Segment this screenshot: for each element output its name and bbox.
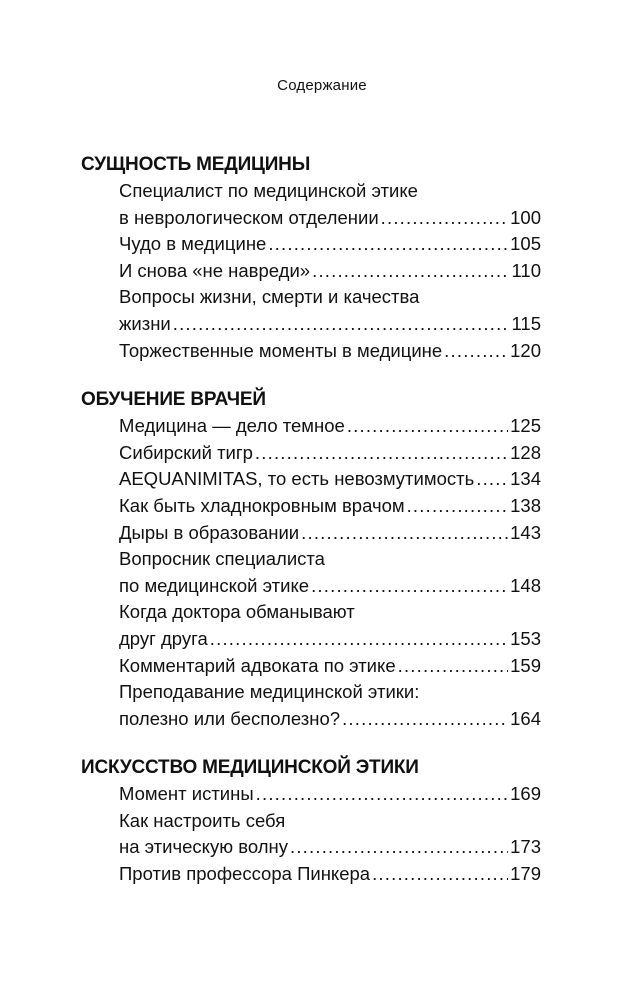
entry-title-line: Преподавание медицинской этики:: [119, 681, 420, 703]
entry-title-line: Торжественные моменты в медицине: [119, 339, 443, 361]
toc-entry: [119, 284, 541, 337]
entry-title-line: Специалист по медицинской этике: [119, 180, 418, 201]
entry-title-line: Вопросы жизни, смерти и качества: [119, 286, 420, 308]
toc-entry: [119, 861, 541, 888]
section-title: ИСКУССТВО МЕДИЦИНСКОЙ ЭТИКИ: [81, 757, 419, 779]
entry-final-line: [119, 861, 541, 888]
entry-final-line: [119, 205, 541, 232]
dot-leader: [347, 413, 508, 440]
section-title: ОБУЧЕНИЕ ВРАЧЕЙ: [81, 389, 266, 411]
page-number: 164: [510, 707, 541, 729]
table-of-contents: [81, 151, 541, 888]
section-entries: [81, 178, 541, 364]
entry-title-line: жизни: [119, 312, 171, 334]
entry-final-line: [119, 706, 541, 733]
page-number: 115: [511, 312, 541, 334]
page-number: 159: [510, 654, 541, 676]
toc-entry: [119, 440, 541, 467]
dot-leader: [255, 440, 508, 467]
entry-final-line: [119, 466, 541, 493]
entry-title-line: AEQUANIMITAS, то есть невозмутимость: [119, 468, 475, 490]
dot-leader: [256, 781, 508, 808]
toc-section: [81, 754, 541, 887]
entry-title-line: Медицина — дело темное: [119, 415, 345, 437]
entry-title-line: И снова «не навреди»: [119, 259, 311, 281]
page-number: 120: [510, 339, 541, 361]
toc-entry: [119, 338, 541, 365]
toc-entry: [119, 781, 541, 808]
entry-title-line: друг друга: [119, 627, 208, 649]
entry-final-line: [119, 781, 541, 808]
page-number: 143: [510, 521, 541, 543]
toc-entry: [119, 599, 541, 652]
entry-final-line: [119, 413, 541, 440]
entry-title-line: Вопросник специалиста: [119, 548, 325, 570]
toc-entry: [119, 520, 541, 547]
toc-entry: [119, 413, 541, 440]
page-number: 173: [510, 836, 541, 858]
toc-entry: [119, 546, 541, 599]
entry-final-line: [119, 311, 541, 338]
section-title: СУЩНОСТЬ МЕДИЦИНЫ: [81, 154, 311, 175]
page-number: 100: [510, 206, 541, 228]
entry-final-line: [119, 440, 541, 467]
entry-final-line: [119, 834, 541, 861]
page-number: 153: [510, 627, 541, 649]
entry-title-line: Чудо в медицине: [119, 233, 267, 255]
entry-title-line: Момент истины: [119, 783, 254, 805]
entry-title-line: по медицинской этике: [119, 574, 310, 596]
dot-leader: [381, 205, 508, 232]
entry-title-line: Дыры в образовании: [119, 521, 300, 543]
dot-leader: [444, 338, 508, 365]
entry-title-line: Как быть хладнокровным врачом: [119, 494, 405, 516]
toc-entry: [119, 231, 541, 258]
entry-final-line: [119, 338, 541, 365]
page-number: 128: [510, 441, 541, 463]
toc-entry: [119, 178, 541, 231]
entry-title-line: полезно или бесполезно?: [119, 707, 341, 729]
entry-title-line: Когда доктора обманывают: [119, 601, 355, 623]
dot-leader: [342, 706, 508, 733]
section-entries: [81, 413, 541, 732]
dot-leader: [312, 258, 509, 285]
dot-leader: [290, 834, 508, 861]
page-number: 125: [510, 415, 541, 437]
entry-title-line: на этическую волну: [119, 836, 288, 858]
dot-leader: [398, 653, 509, 680]
toc-entry: [119, 258, 541, 285]
entry-final-line: [119, 573, 541, 600]
toc-entry: [119, 679, 541, 732]
page-number: 105: [510, 233, 541, 255]
section-entries: [81, 781, 541, 887]
page-number: 179: [510, 863, 541, 885]
entry-final-line: [119, 653, 541, 680]
entry-final-line: [119, 258, 541, 285]
entry-final-line: [119, 493, 541, 520]
entry-title-line: Как настроить себя: [119, 809, 286, 831]
entry-final-line: [119, 626, 541, 653]
entry-title-line: Против профессора Пинкера: [119, 863, 371, 885]
dot-leader: [301, 520, 508, 547]
toc-section: [81, 386, 541, 732]
toc-entry: [119, 466, 541, 493]
dot-leader: [210, 626, 508, 653]
dot-leader: [311, 573, 508, 600]
dot-leader: [407, 493, 509, 520]
dot-leader: [268, 231, 508, 258]
page-number: 138: [510, 494, 541, 516]
page-number: 134: [510, 468, 541, 490]
page-number: 110: [511, 259, 541, 281]
page-number: 169: [510, 783, 541, 805]
toc-entry: [119, 653, 541, 680]
entry-final-line: [119, 520, 541, 547]
page-number: 148: [510, 574, 541, 596]
dot-leader: [476, 466, 508, 493]
toc-entry: [119, 493, 541, 520]
dot-leader: [173, 311, 510, 338]
entry-final-line: [119, 231, 541, 258]
page-header: Содержание: [277, 77, 367, 94]
entry-title-line: Комментарий адвоката по этике: [119, 654, 396, 676]
dot-leader: [372, 861, 508, 888]
toc-section: [81, 151, 541, 364]
entry-title-line: Сибирский тигр: [119, 441, 253, 463]
toc-entry: [119, 808, 541, 861]
entry-title-line: в неврологическом отделении: [119, 206, 379, 228]
